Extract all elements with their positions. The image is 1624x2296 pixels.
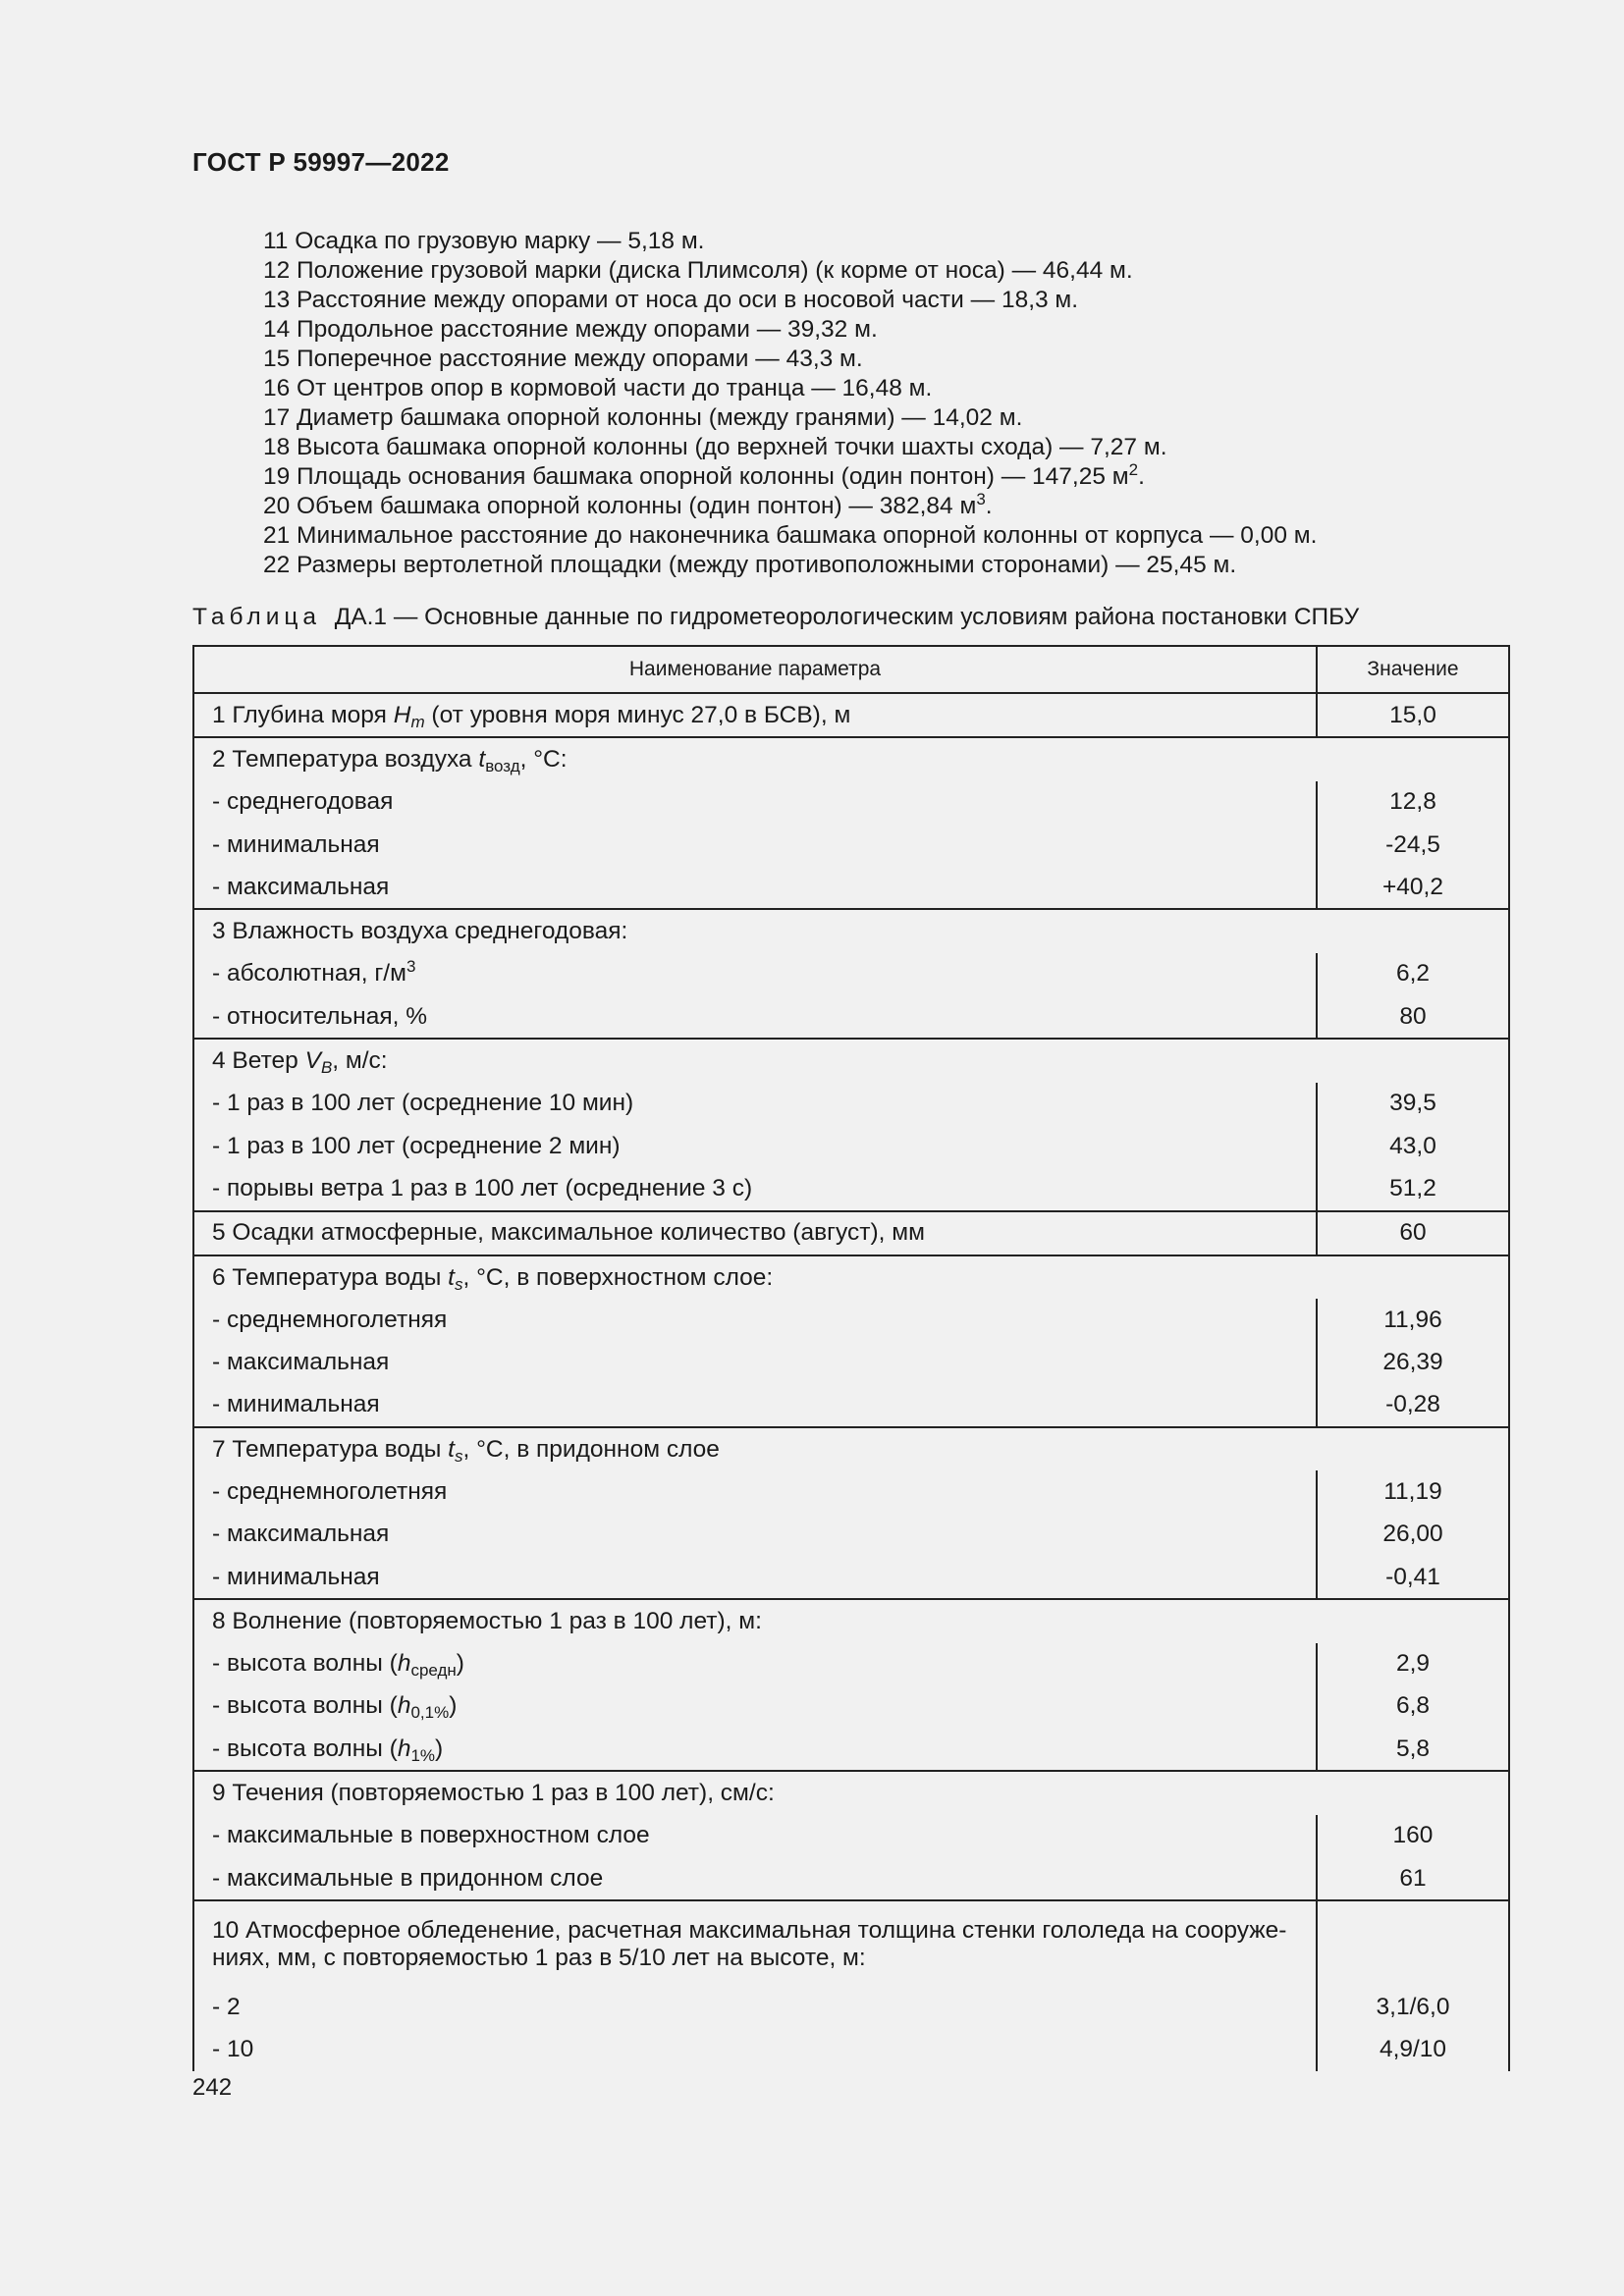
table-row [193,953,1509,995]
table-row [193,1728,1509,1771]
table-row [193,1685,1509,1728]
table-row [193,824,1509,866]
table-row [193,737,1509,780]
param-cell: - порывы ветра 1 раз в 100 лет (осреднение 3 с) [193,1167,1317,1210]
list-item: 12 Положение грузовой марки (диска Плимсоля) (к корме от носа) — 46,44 м. [263,257,1133,284]
table-row [193,1167,1509,1210]
group-title: 4 Ветер $V_B$, м/с: [193,1039,1317,1082]
table-row [193,1900,1509,1986]
list-item: 17 Диаметр башмака опорной колонны (между гранями) — 14,02 м. [263,404,1023,431]
table-row [193,1039,1509,1082]
value-cell: 11,19 [1317,1470,1509,1513]
param-cell: - минимальная [193,824,1317,866]
group-title: 10 Атмосферное обледенение, расчетная максимальная толщина стенки гололеда на сооруже-ниях, мм, с повторяемостью 1 раз в 5/10 лет на высоте, м: [193,1900,1317,1986]
value-cell: 39,5 [1317,1083,1509,1125]
value-cell: 2,9 [1317,1643,1509,1685]
value-cell: 26,39 [1317,1341,1509,1383]
list-item: 13 Расстояние между опорами от носа до оси в носовой части — 18,3 м. [263,287,1079,313]
table-row [193,1427,1509,1470]
table-row [193,909,1509,952]
list-item: 20 Объем башмака опорной колонны (один понтон) — 382,84 $м^3$. [263,490,993,519]
param-cell: - среднемноголетняя [193,1299,1317,1341]
param-cell: - максимальная [193,1514,1317,1556]
param-cell: - максимальные в поверхностном слое [193,1815,1317,1857]
value-cell: 15,0 [1317,693,1509,737]
value-cell: 6,8 [1317,1685,1509,1728]
value-cell: 12,8 [1317,781,1509,824]
value-cell: 51,2 [1317,1167,1509,1210]
table-row [193,1255,1509,1299]
list-item: 19 Площадь основания башмака опорной колонны (один понтон) — 147,25 $м^2$. [263,460,1145,490]
list-item: 14 Продольное расстояние между опорами — 39,32 м. [263,316,878,343]
param-cell: - 1 раз в 100 лет (осреднение 10 мин) [193,1083,1317,1125]
table-row [193,1384,1509,1427]
table-row [193,866,1509,909]
table-row [193,1083,1509,1125]
param-cell: - среднегодовая [193,781,1317,824]
table-row [193,1125,1509,1167]
group-title: 9 Течения (повторяемостью 1 раз в 100 лет), см/с: [193,1771,1317,1814]
table-row [193,1470,1509,1513]
param-cell: - высота волны $(h_{средн})$ [193,1643,1317,1685]
document-header: ГОСТ Р 59997—2022 [192,147,450,177]
table-row [193,1299,1509,1341]
list-item: 21 Минимальное расстояние до наконечника башмака опорной колонны от корпуса — 0,00 м. [263,522,1318,549]
value-cell: 160 [1317,1815,1509,1857]
table-row [193,1857,1509,1900]
param-cell: - максимальная [193,866,1317,909]
table-row [193,1556,1509,1599]
value-cell: 5,8 [1317,1728,1509,1771]
param-cell: - высота волны $(h_{0,1\%})$ [193,1685,1317,1728]
value-cell: 3,1/6,0 [1317,1986,1509,2028]
value-cell: +40,2 [1317,866,1509,909]
param-cell: - минимальная [193,1384,1317,1427]
hydromet-table [192,645,1510,2071]
table-row [193,995,1509,1039]
value-cell: 26,00 [1317,1514,1509,1556]
value-cell: 43,0 [1317,1125,1509,1167]
table-caption: Таблица ДА.1 — Основные данные по гидрометеорологическим условиям района постановки СПБУ [192,604,1360,630]
table-row [193,1599,1509,1642]
param-cell: - максимальная [193,1341,1317,1383]
value-cell: 4,9/10 [1317,2029,1509,2071]
list-item: 15 Поперечное расстояние между опорами — 43,3 м. [263,346,863,372]
value-cell: 60 [1317,1211,1509,1255]
param-cell: 5 Осадки атмосферные, максимальное количество (август), мм [193,1211,1317,1255]
param-cell: - минимальная [193,1556,1317,1599]
param-cell: - максимальные в придонном слое [193,1857,1317,1900]
table-row [193,1815,1509,1857]
table-row [193,1211,1509,1255]
param-cell: - 1 раз в 100 лет (осреднение 2 мин) [193,1125,1317,1167]
param-cell: - абсолютная, $г/м^3$ [193,953,1317,995]
param-cell: - среднемноголетняя [193,1470,1317,1513]
param-cell: 1 Глубина моря $H_m$ (от уровня моря минус 27,0 в БСВ), м [193,693,1317,737]
value-cell: -24,5 [1317,824,1509,866]
table-row [193,693,1509,737]
table-row [193,1341,1509,1383]
value-cell: 11,96 [1317,1299,1509,1341]
page-number: 242 [192,2074,233,2101]
value-cell: 80 [1317,995,1509,1039]
value-cell: 61 [1317,1857,1509,1900]
group-title: 6 Температура воды $t_s$, °С, в поверхностном слое: [193,1255,1317,1299]
table-row [193,1514,1509,1556]
group-title: 3 Влажность воздуха среднегодовая: [193,909,1317,952]
table-row [193,1771,1509,1814]
table-row [193,1643,1509,1685]
value-cell: -0,28 [1317,1384,1509,1427]
group-title: 8 Волнение (повторяемостью 1 раз в 100 лет), м: [193,1599,1317,1642]
table-row [193,2029,1509,2071]
param-cell: - 10 [193,2029,1317,2071]
column-header-param: Наименование параметра [193,646,1317,693]
list-item: 18 Высота башмака опорной колонны (до верхней точки шахты схода) — 7,27 м. [263,434,1167,460]
value-cell: 6,2 [1317,953,1509,995]
table-row [193,1986,1509,2028]
group-title: 2 Температура воздуха $t_{возд}$, °С: [193,737,1317,780]
table-row [193,781,1509,824]
column-header-value: Значение [1317,646,1509,693]
spec-list [263,227,1317,580]
list-item: 16 От центров опор в кормовой части до транца — 16,48 м. [263,375,933,401]
list-item: 22 Размеры вертолетной площадки (между противоположными сторонами) — 25,45 м. [263,552,1237,578]
group-title: 7 Температура воды $t_s$, °С, в придонном слое [193,1427,1317,1470]
table-header-row [193,646,1509,693]
param-cell: - 2 [193,1986,1317,2028]
value-cell: -0,41 [1317,1556,1509,1599]
list-item: 11 Осадка по грузовую марку — 5,18 м. [263,228,705,254]
param-cell: - высота волны $(h_{1\%})$ [193,1728,1317,1771]
param-cell: - относительная, % [193,995,1317,1039]
